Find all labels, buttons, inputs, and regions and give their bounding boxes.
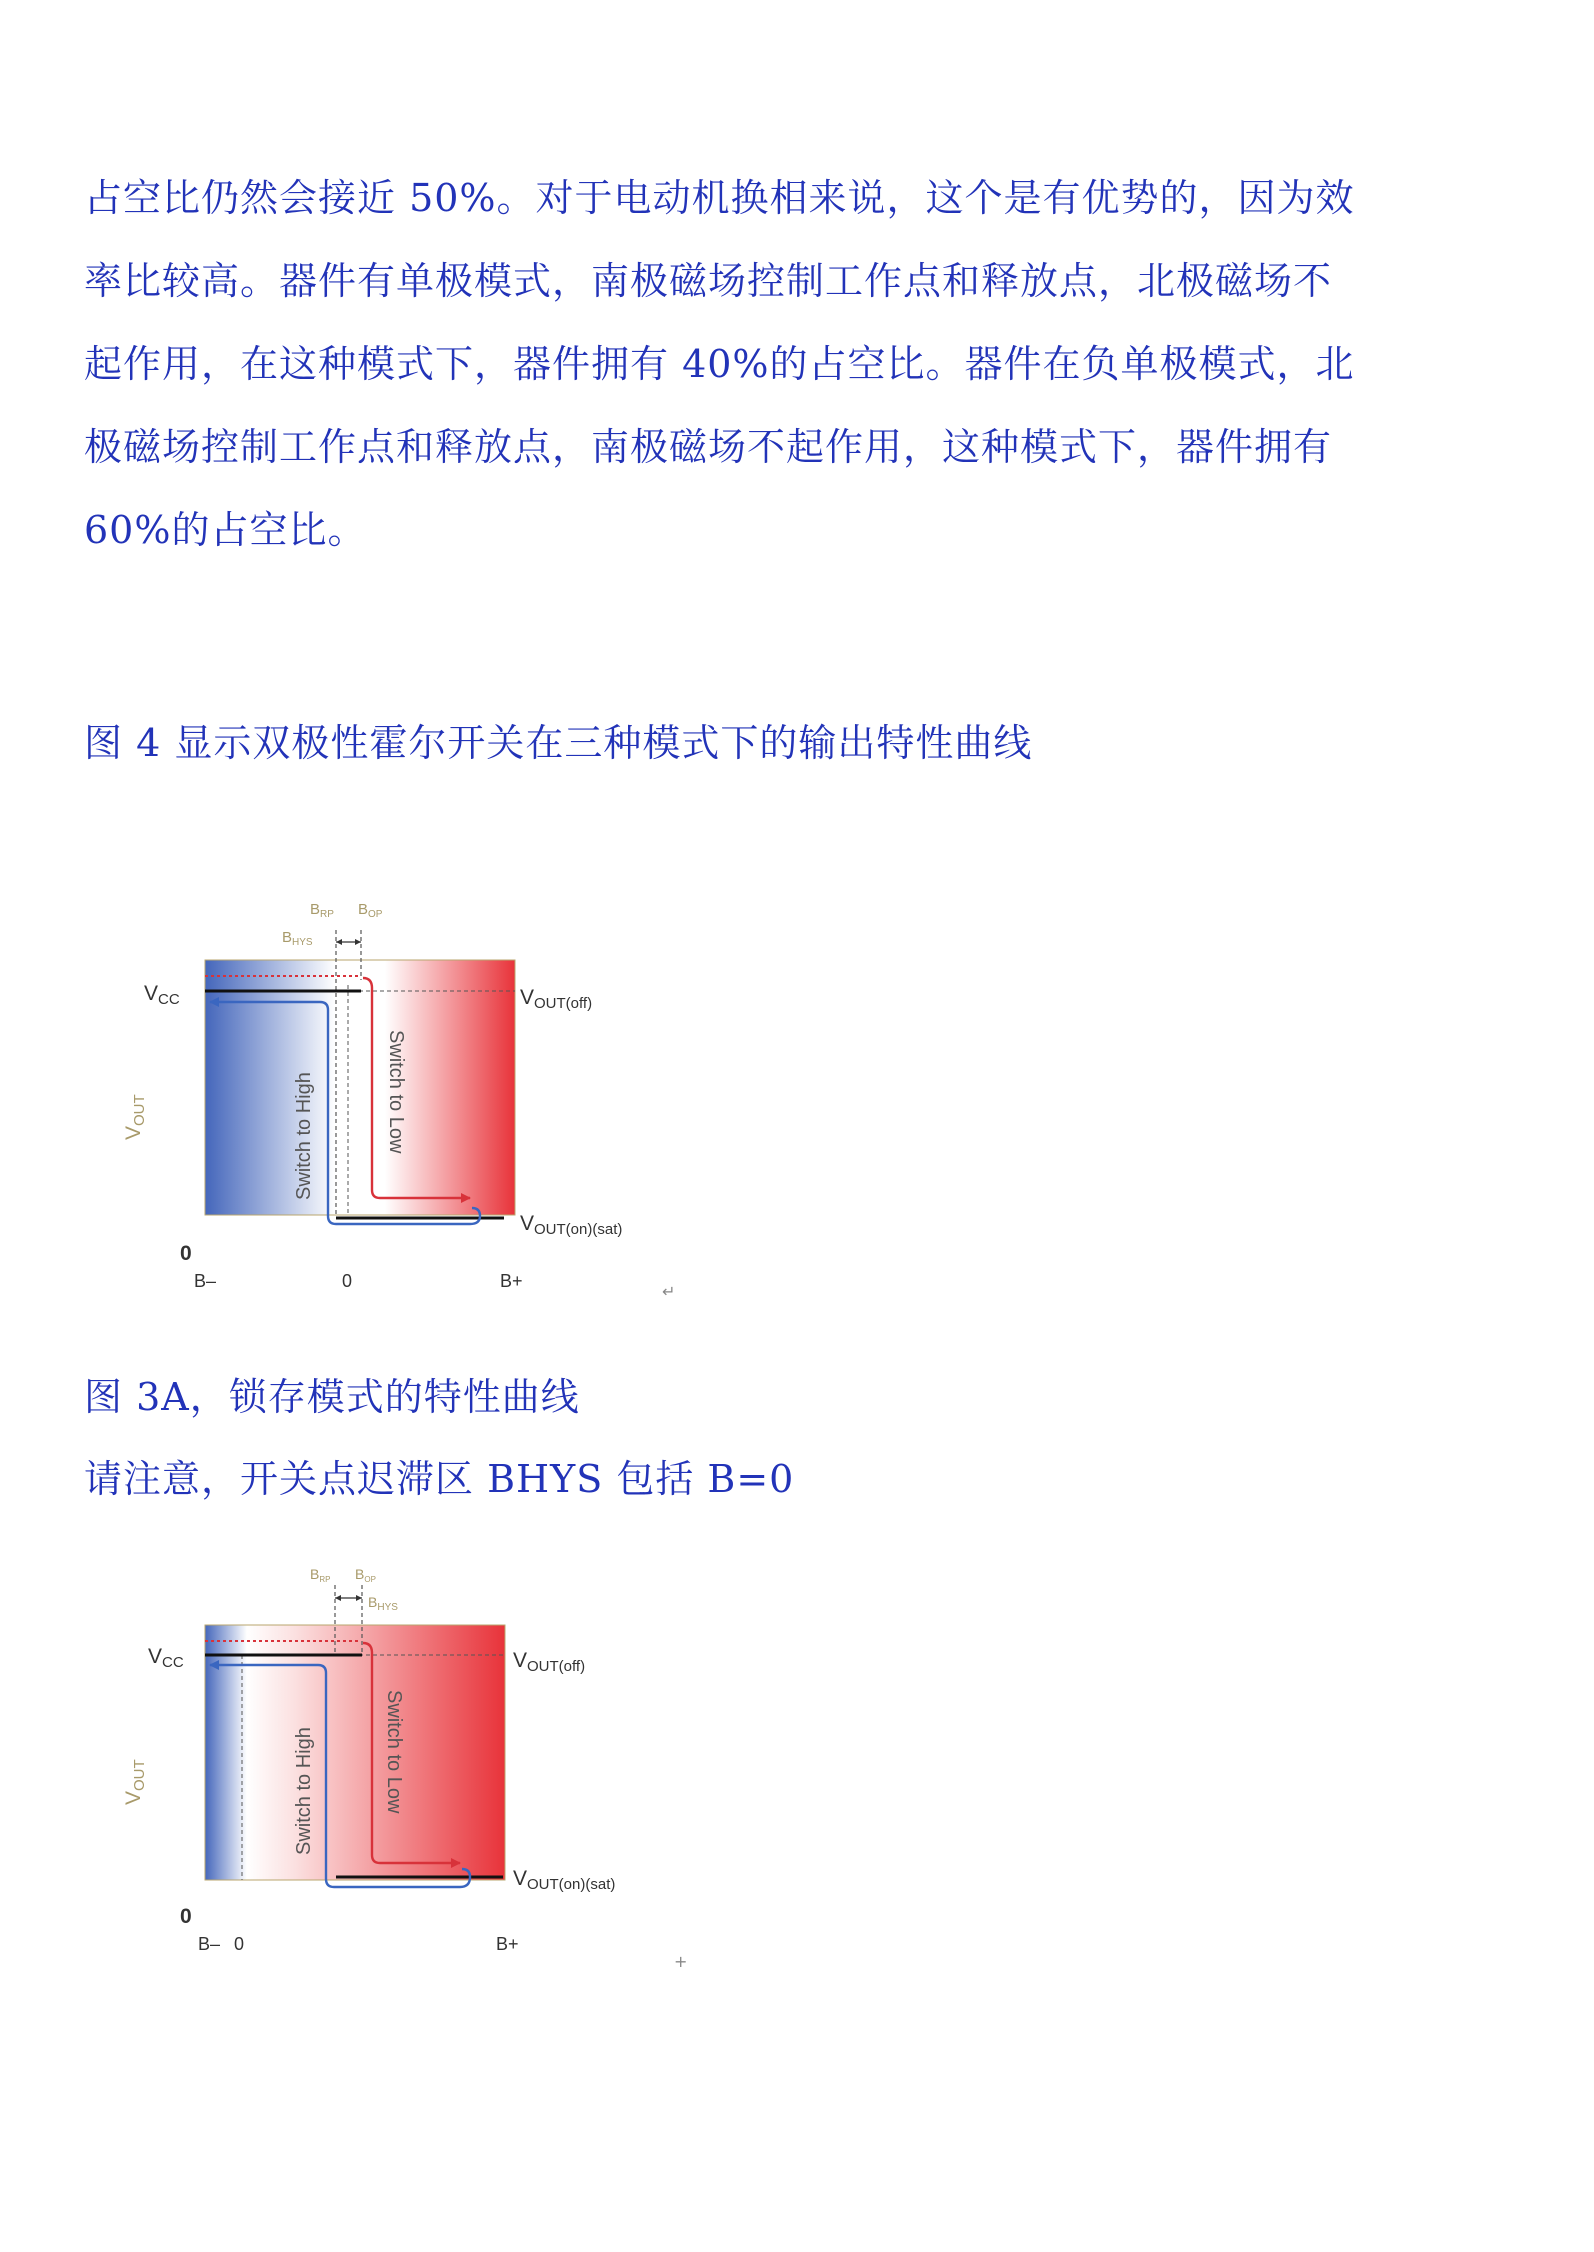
field-background — [205, 960, 515, 1215]
bhys-label: $B_{HYS}$ — [282, 929, 313, 948]
figure-note: 请注意，开关点迟滞区 BHYS 包括 B=0 — [84, 1457, 795, 1501]
bplus-label: B+ — [500, 1271, 523, 1291]
vout-axis-label: VOUT — [122, 1759, 148, 1805]
switch-to-low-label: Switch to Low — [383, 1690, 405, 1814]
vout-axis-label: VOUT — [122, 1094, 148, 1140]
bop-label: $B_{OP}$ — [358, 901, 383, 920]
bminus-label: B– — [194, 1271, 217, 1291]
zero-y-label: 0 — [180, 1905, 192, 1928]
hys-arrow-left-head — [336, 939, 342, 945]
hys-arrow-right-head — [355, 939, 361, 945]
paragraph-line: 起作用，在这种模式下，器件拥有 40%的占空比。器件在负单极模式，北 — [84, 342, 1355, 386]
zero-x-label: 0 — [342, 1271, 353, 1291]
zero-y-label: 0 — [180, 1242, 192, 1265]
bop-label: $B_{OP}$ — [355, 1566, 376, 1584]
vout-off-label: VOUT(off) — [513, 1649, 586, 1675]
figure-latch-mode — [110, 890, 690, 1310]
brp-label: $B_{RP}$ — [310, 1566, 331, 1584]
vout-off-label: VOUT(off) — [520, 986, 593, 1012]
zero-x-label: 0 — [234, 1934, 245, 1954]
vout-sat-label: VOUT(on)(sat) — [520, 1212, 623, 1238]
vcc-label: VCC — [144, 982, 180, 1008]
paragraph-line: 占空比仍然会接近 50%。对于电动机换相来说，这个是有优势的，因为效 — [84, 176, 1355, 220]
figure-caption: 图 3A，锁存模式的特性曲线 — [84, 1375, 580, 1419]
paragraph-line: 60%的占空比。 — [84, 508, 367, 552]
switch-to-high-label: Switch to High — [293, 1072, 315, 1200]
bminus-label: B– — [198, 1934, 221, 1954]
paragraph-line: 极磁场控制工作点和释放点，南极磁场不起作用，这种模式下，器件拥有 — [84, 425, 1333, 469]
return-mark: ↵ — [662, 1282, 676, 1301]
body-paragraph — [84, 157, 1374, 572]
switch-to-high-label: Switch to High — [293, 1727, 315, 1855]
brp-label: $B_{RP}$ — [310, 901, 334, 920]
field-background — [205, 1625, 505, 1880]
paragraph-line: 率比较高。器件有单极模式，南极磁场控制工作点和释放点，北极磁场不 — [84, 259, 1333, 303]
hys-arrow-left-head — [335, 1595, 341, 1601]
bplus-label: B+ — [496, 1934, 519, 1954]
vcc-label: VCC — [148, 1645, 184, 1671]
hys-arrow-right-head — [356, 1595, 362, 1601]
vout-sat-label: VOUT(on)(sat) — [513, 1867, 616, 1893]
bhys-label: $B_{HYS}$ — [368, 1594, 398, 1613]
section-heading: 图 4 显示双极性霍尔开关在三种模式下的输出特性曲线 — [84, 721, 1033, 765]
return-mark: + — [674, 1952, 688, 1971]
switch-to-low-label: Switch to Low — [385, 1030, 407, 1154]
figure-mode-b — [110, 1555, 690, 1975]
